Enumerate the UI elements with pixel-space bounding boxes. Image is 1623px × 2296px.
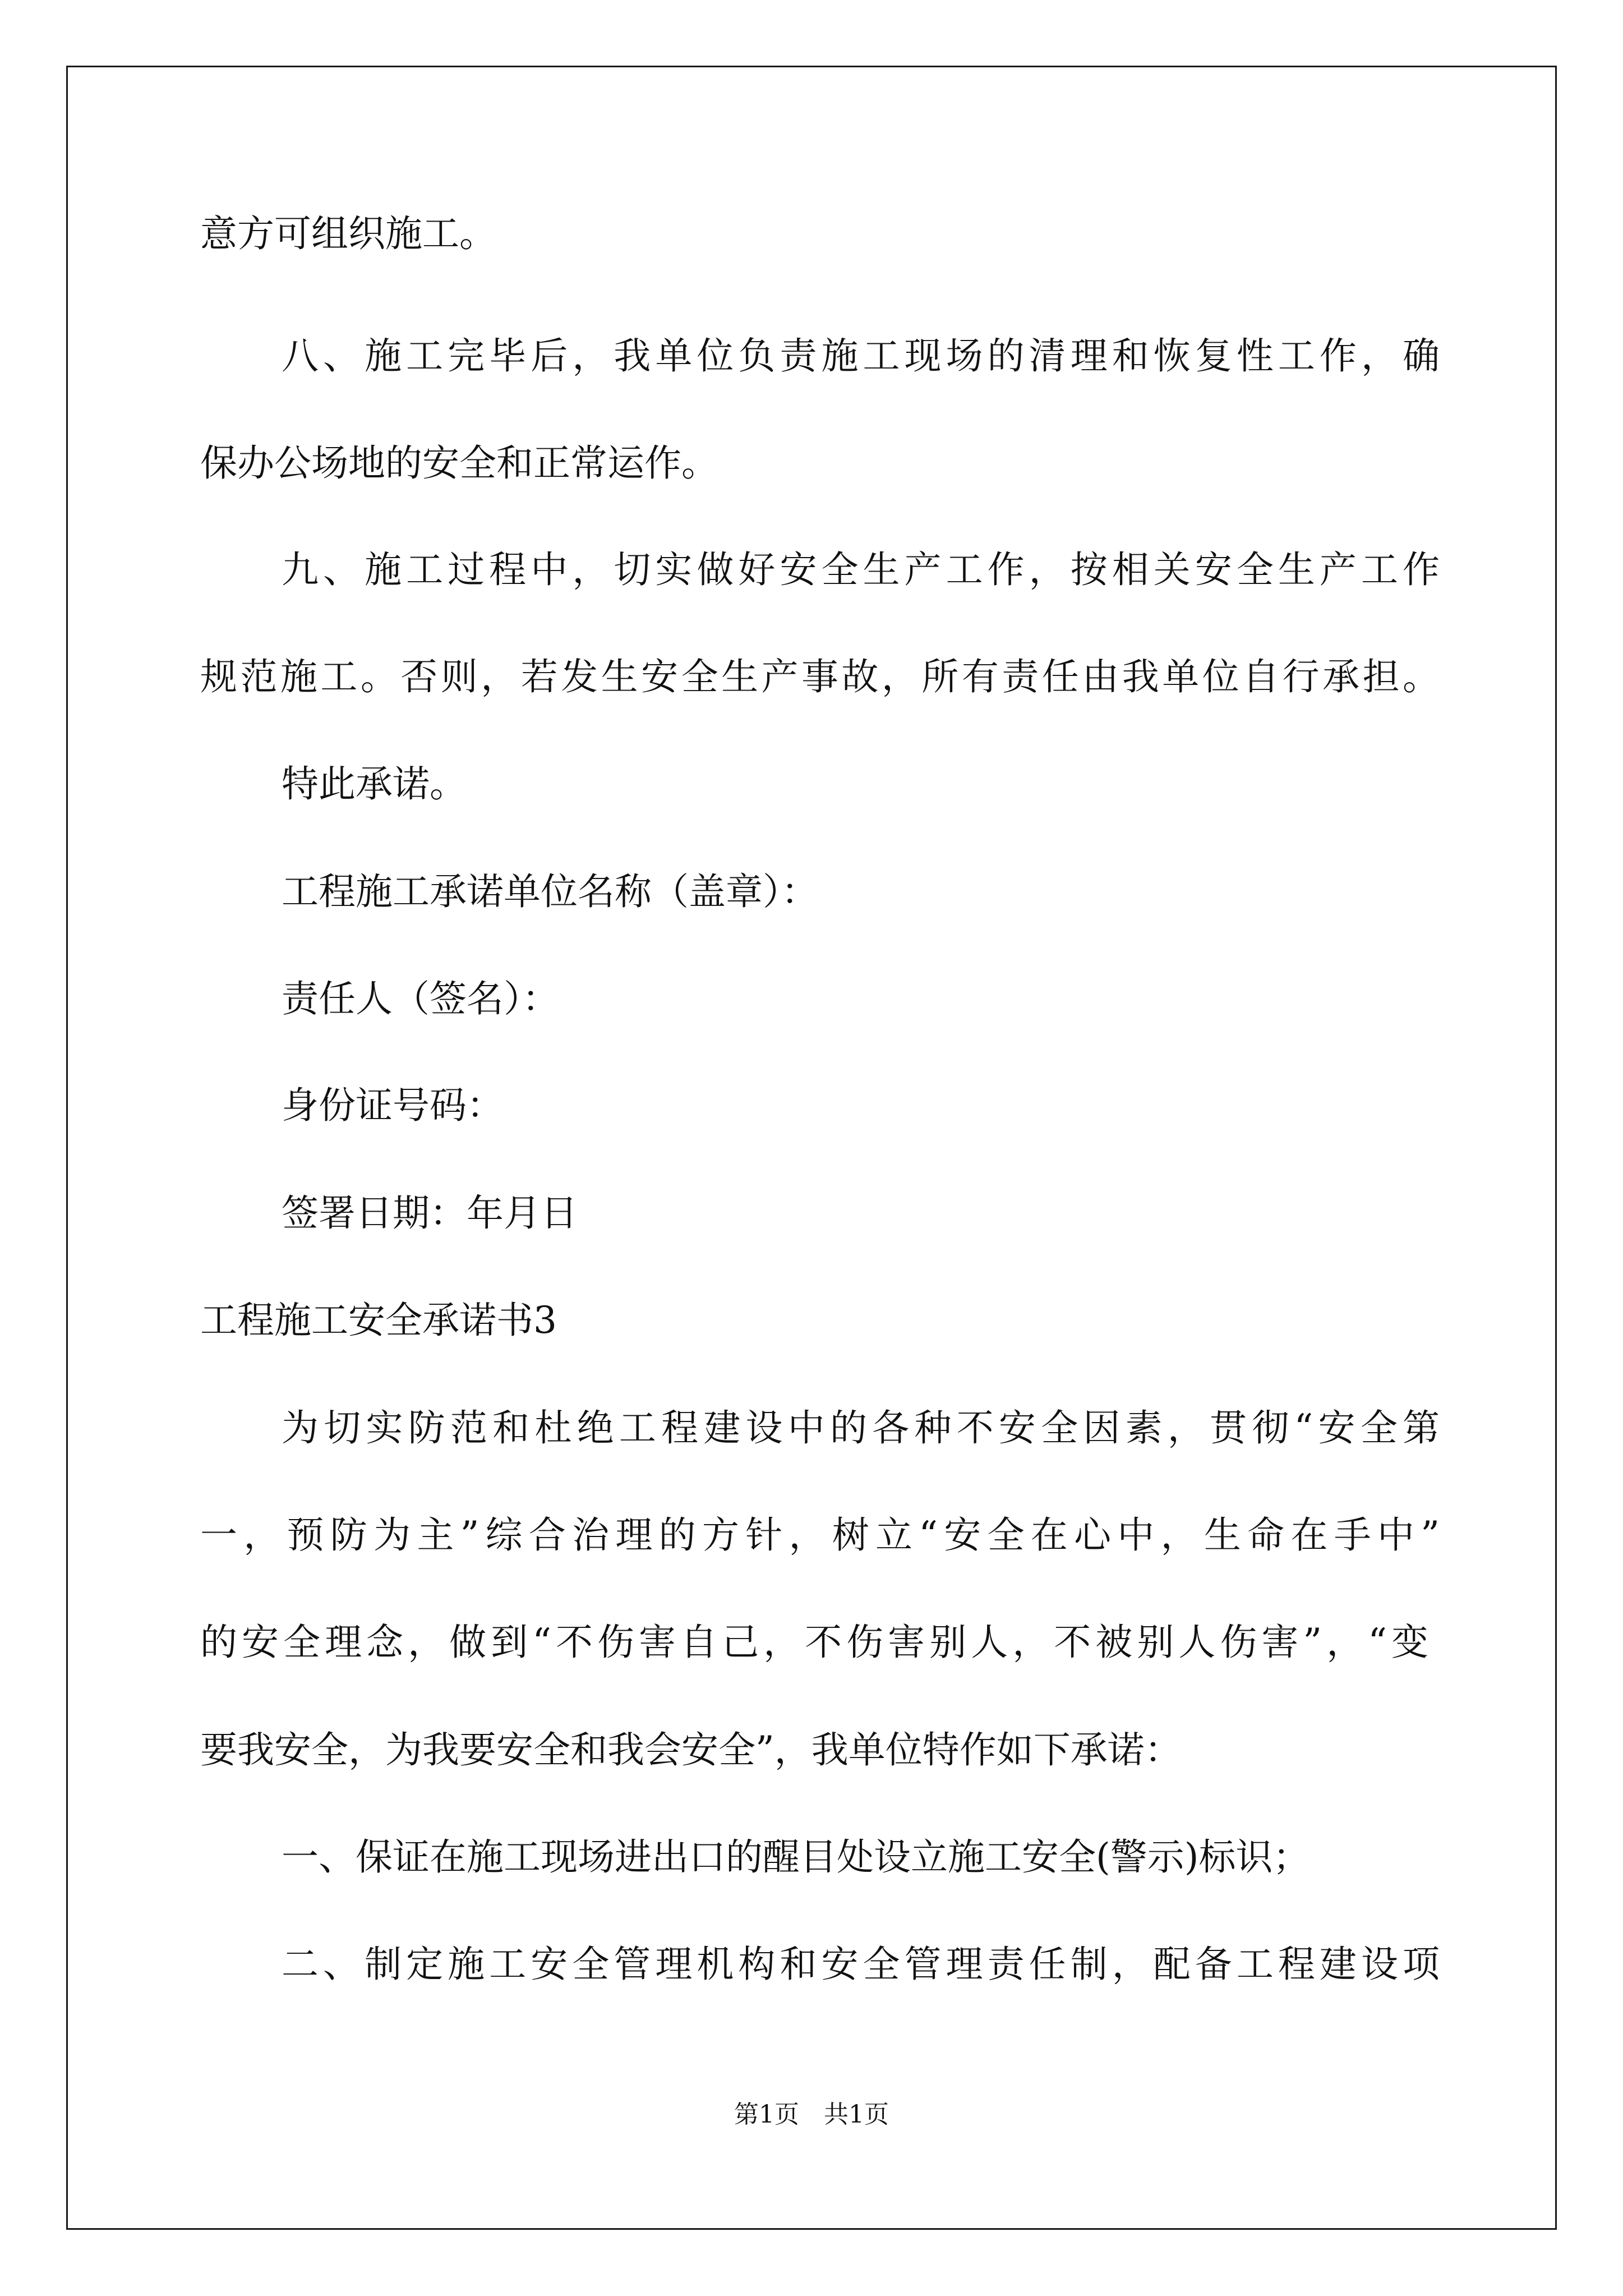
text-line: 意方可组织施工。 [200,212,496,255]
text-line: 签署日期：年月日 [282,1191,578,1235]
text-line: 特此承诺。 [282,762,467,806]
text-line: 责任人（签名）： [282,977,559,1020]
section-heading: 工程施工安全承诺书3 [200,1299,557,1342]
text-line: 要我安全，为我要安全和我会安全”，我单位特作如下承诺： [200,1728,1182,1772]
text-line: 身份证号码： [282,1084,504,1127]
text-line: 一，预防为主”综合治理的方针，树立“安全在心中，生命在手中” [200,1513,1440,1557]
text-line: 一、保证在施工现场进出口的醒目处设立施工安全(警示)标识； [282,1835,1310,1879]
text-line: 工程施工承诺单位名称（盖章）： [282,870,818,913]
text-line: 为切实防范和杜绝工程建设中的各种不安全因素，贯彻“安全第 [282,1406,1440,1450]
text-line: 二、制定施工安全管理机构和安全管理责任制，配备工程建设项 [282,1943,1440,1986]
page-border [66,66,1557,2230]
page-number-footer: 第1页 共1页 [734,2100,889,2129]
text-line: 规范施工。否则，若发生安全生产事故，所有责任由我单位自行承担。 [200,655,1440,698]
text-line: 保办公场地的安全和正常运作。 [200,441,718,485]
text-line: 九、施工过程中，切实做好安全生产工作，按相关安全生产工作 [282,548,1440,591]
text-line: 的安全理念，做到“不伤害自己，不伤害别人，不被别人伤害”，“变 [200,1621,1428,1664]
text-line: 八、施工完毕后，我单位负责施工现场的清理和恢复性工作，确 [282,334,1440,378]
